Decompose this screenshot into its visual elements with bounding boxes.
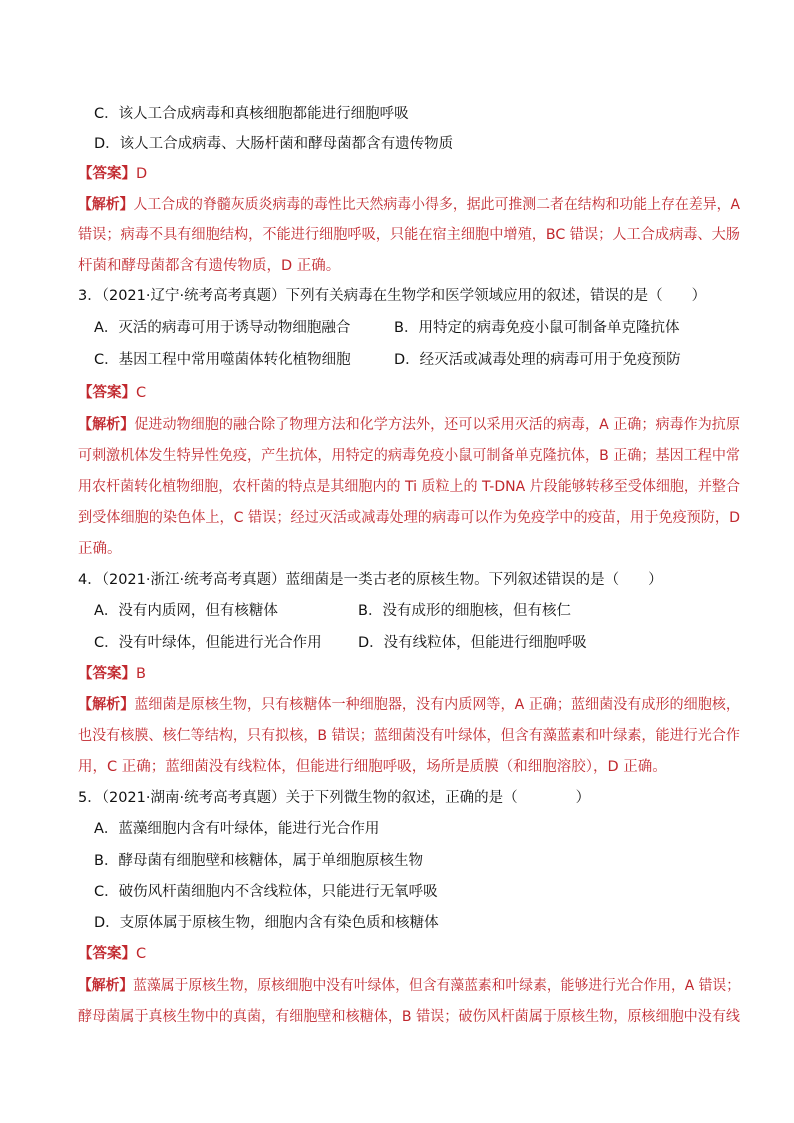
- q2-answer: [78, 164, 147, 184]
- q3-analysis-line-5: 正确。: [78, 541, 122, 557]
- analysis-text: 促进动物细胞的融合除了物理方法和化学方法外，还可以采用灭活的病毒，A 正确；病毒作为抗原: [134, 417, 740, 433]
- analysis-text: 蓝细菌是原核生物，只有核糖体一种细胞器，没有内质网等，A 正确；蓝细菌没有成形的细胞核，: [134, 697, 740, 713]
- q2-option-c: C．该人工合成病毒和真核细胞都能进行细胞呼吸: [94, 106, 409, 122]
- analysis-tag: 【解析】: [78, 417, 135, 433]
- q5-option-c: C．破伤风杆菌细胞内不含线粒体，只能进行无氧呼吸: [94, 884, 438, 900]
- q3-stem: 3．（2021·辽宁·统考高考真题）下列有关病毒在生物学和医学领域应用的叙述，错误的是（ ）: [78, 288, 707, 304]
- q4-stem: 4．（2021·浙江·统考高考真题）蓝细菌是一类古老的原核生物。下列叙述错误的是（ ）: [78, 572, 663, 588]
- q3-answer: [78, 383, 146, 403]
- q3-analysis-line-4: 到受体细胞的染色体上，C 错误；经过灭活或减毒处理的病毒可以作为免疫学中的疫苗，用于免疫预防，D: [78, 510, 740, 526]
- q4-option-c: C．没有叶绿体，但能进行光合作用: [94, 635, 322, 651]
- analysis-text: 蓝藻属于原核生物，原核细胞中没有叶绿体，但含有藻蓝素和叶绿素，能够进行光合作用，A 错误；: [133, 978, 740, 994]
- q4-option-a: A．没有内质网，但有核糖体: [94, 603, 278, 619]
- q2-analysis-line-2: 错误；病毒不具有细胞结构，不能进行细胞呼吸，只能在宿主细胞中增殖，BC 错误；人工合成病毒、大肠: [78, 227, 740, 243]
- answer-tag: 【答案】: [78, 166, 136, 182]
- q3-analysis-line-3: 用农杆菌转化植物细胞，农杆菌的特点是其细胞内的 Ti 质粒上的 T-DNA 片段能够转移至受体细胞，并整合: [78, 479, 740, 495]
- q4-option-b: B．没有成形的细胞核，但有核仁: [358, 603, 571, 619]
- q5-stem: 5．（2021·湖南·统考高考真题）关于下列微生物的叙述，正确的是（ ）: [78, 790, 591, 806]
- analysis-text: 人工合成的脊髓灰质炎病毒的毒性比天然病毒小得多，据此可推测二者在结构和功能上存在差异，A: [133, 197, 740, 213]
- q4-analysis-line-1: [78, 695, 740, 715]
- q5-analysis-line-1: [78, 976, 740, 996]
- q3-analysis-line-1: [78, 415, 740, 435]
- q5-option-b: B．酵母菌有细胞壁和核糖体，属于单细胞原核生物: [94, 853, 423, 869]
- q2-analysis-line-1: [78, 195, 740, 215]
- q5-option-d: D．支原体属于原核生物，细胞内含有染色质和核糖体: [94, 915, 439, 931]
- answer-value: C: [136, 946, 147, 962]
- q3-option-c: C．基因工程中常用噬菌体转化植物细胞: [94, 352, 351, 368]
- answer-value: D: [136, 166, 148, 182]
- q5-option-a: A．蓝藻细胞内含有叶绿体，能进行光合作用: [94, 821, 380, 837]
- q5-analysis-line-2: 酵母菌属于真核生物中的真菌，有细胞壁和核糖体，B 错误；破伤风杆菌属于原核生物，原核细胞中没有线: [78, 1009, 741, 1025]
- analysis-tag: 【解析】: [78, 197, 134, 213]
- q3-analysis-line-2: 可刺激机体发生特异性免疫，产生抗体，用特定的病毒免疫小鼠可制备单克隆抗体，B 正确；基因工程中常: [78, 448, 741, 464]
- q2-option-d: D．该人工合成病毒、大肠杆菌和酵母菌都含有遗传物质: [94, 136, 454, 152]
- answer-tag: 【答案】: [78, 666, 136, 682]
- q3-option-b: B．用特定的病毒免疫小鼠可制备单克隆抗体: [394, 320, 680, 336]
- analysis-tag: 【解析】: [78, 978, 134, 994]
- q2-analysis-line-3: 杆菌和酵母菌都含有遗传物质，D 正确。: [78, 258, 341, 274]
- answer-value: B: [136, 666, 146, 682]
- q4-option-d: D．没有线粒体，但能进行细胞呼吸: [358, 635, 587, 651]
- q4-analysis-line-2: 也没有核膜、核仁等结构，只有拟核，B 错误；蓝细菌没有叶绿体，但含有藻蓝素和叶绿素，能进行光合作: [78, 728, 741, 744]
- answer-tag: 【答案】: [78, 946, 136, 962]
- q4-analysis-line-3: 用，C 正确；蓝细菌没有线粒体，但能进行细胞呼吸，场所是质膜（和细胞溶胶），D 正确。: [78, 759, 667, 775]
- analysis-tag: 【解析】: [78, 697, 135, 713]
- answer-tag: 【答案】: [78, 385, 136, 401]
- q3-option-d: D．经灭活或减毒处理的病毒可用于免疫预防: [394, 352, 681, 368]
- q5-answer: [78, 944, 146, 964]
- answer-value: C: [136, 385, 147, 401]
- q4-answer: [78, 664, 146, 684]
- q3-option-a: A．灭活的病毒可用于诱导动物细胞融合: [94, 320, 351, 336]
